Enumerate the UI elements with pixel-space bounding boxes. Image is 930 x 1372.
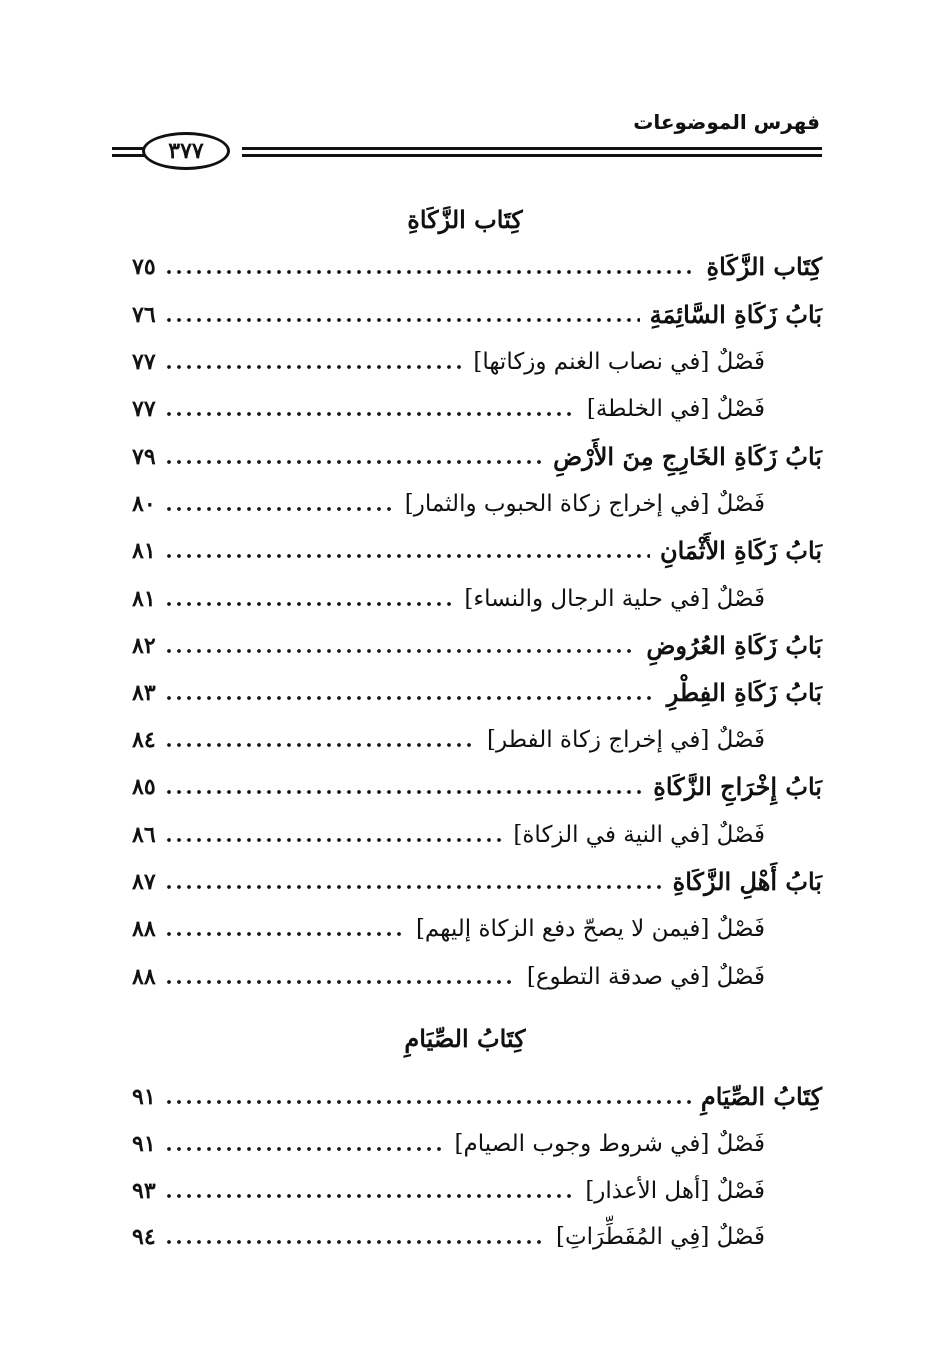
toc-entry-page: ٨٨: [132, 916, 156, 942]
dot-leader: [164, 649, 637, 653]
toc-entry-page: ٨٥: [132, 774, 156, 800]
toc-entry: [132, 484, 765, 524]
toc-entry-page: ٨٣: [132, 680, 156, 706]
toc-entry: [132, 389, 765, 429]
toc-entry: [132, 1077, 822, 1117]
toc-entry: [132, 295, 822, 335]
dot-leader: [164, 932, 406, 936]
toc-entry: [132, 862, 822, 902]
dot-leader: [164, 270, 697, 274]
toc-entry-title: فَصْلٌ [في الخلطة]: [586, 396, 765, 422]
toc-entry-title: بَابُ زَكَاةِ العُرُوضِ: [646, 631, 822, 660]
dot-leader: [164, 1194, 576, 1198]
toc-entry: [132, 957, 765, 997]
toc-entry-page: ٨١: [132, 538, 156, 564]
dot-leader: [164, 838, 504, 842]
dot-leader: [164, 885, 663, 889]
toc-entry-title: كِتَاب الزَّكَاةِ: [706, 252, 822, 281]
toc-entry: [132, 579, 765, 619]
toc-entry: [132, 531, 822, 571]
toc-entry-page: ٨٦: [132, 822, 156, 848]
toc-entry: [132, 815, 765, 855]
dot-leader: [164, 1240, 546, 1244]
toc-entry-title: بَابُ زَكَاةِ السَّائِمَةِ: [649, 300, 822, 329]
toc-entry-page: ٨١: [132, 586, 156, 612]
toc-entry-title: بَابُ زَكَاةِ الخَارِجِ مِنَ الأَرْضِ: [553, 442, 822, 471]
toc-entry-title: فَصْلٌ [في شروط وجوب الصيام]: [454, 1131, 765, 1157]
toc-entry-page: ٨٤: [132, 727, 156, 753]
header-rule-right-top: [242, 147, 822, 150]
toc-entry-title: فَصْلٌ [في النية في الزكاة]: [513, 822, 765, 848]
toc-entry-title: بَابُ أَهْلِ الزَّكَاةِ: [672, 867, 822, 896]
toc-entry: [132, 1217, 765, 1257]
toc-entry-title: فَصْلٌ [أهل الأعذار]: [585, 1178, 765, 1204]
toc-entry: [132, 247, 822, 287]
toc-entry-title: بَابُ زَكَاةِ الأَثْمَانِ: [659, 536, 822, 565]
toc-entry: [132, 767, 822, 807]
header-rule-left-top: [112, 147, 146, 150]
toc-entry-page: ٨٧: [132, 869, 156, 895]
dot-leader: [164, 318, 640, 322]
toc-entry: [132, 1171, 765, 1211]
toc-entry: [132, 909, 765, 949]
toc-entry: [132, 626, 822, 666]
toc-entry: [132, 673, 822, 713]
toc-entry: [132, 1124, 765, 1164]
header-title: فهرس الموضوعات: [633, 110, 820, 134]
toc-entry-title: فَصْلٌ [فِي المُفَطِّرَاتِ]: [555, 1224, 765, 1250]
dot-leader: [164, 460, 543, 464]
dot-leader: [164, 412, 577, 416]
toc-entry: [132, 720, 765, 760]
toc-entry-page: ٨٢: [132, 633, 156, 659]
header-rule-left-bottom: [112, 154, 146, 157]
page-number-badge: ٣٧٧: [142, 132, 230, 170]
dot-leader: [164, 554, 650, 558]
toc-entry-title: فَصْلٌ [في إخراج زكاة الحبوب والثمار]: [404, 491, 765, 517]
toc-entry-title: فَصْلٌ [في إخراج زكاة الفطر]: [487, 727, 765, 753]
toc-entry-title: فَصْلٌ [في حلية الرجال والنساء]: [464, 586, 765, 612]
dot-leader: [164, 1147, 445, 1151]
toc-entry-title: بَابُ زَكَاةِ الفِطْرِ: [666, 678, 822, 707]
toc-entry-page: ٧٧: [132, 396, 156, 422]
toc-entry-title: فَصْلٌ [فيمن لا يصحّ دفع الزكاة إليهم]: [415, 916, 765, 942]
header-rule-right-bottom: [242, 154, 822, 157]
dot-leader: [164, 1100, 691, 1104]
toc-entry: [132, 437, 822, 477]
section-heading: كِتَاب الزَّكَاةِ: [407, 205, 523, 234]
toc-entry-title: بَابُ إِخْرَاجِ الزَّكَاةِ: [653, 772, 822, 801]
toc-entry-title: فَصْلٌ [في نصاب الغنم وزكاتها]: [473, 349, 765, 375]
toc-entry-page: ٩١: [132, 1131, 156, 1157]
toc-entry-title: كِتَابُ الصِّيَامِ: [700, 1082, 822, 1111]
dot-leader: [164, 980, 517, 984]
toc-entry-page: ٩٣: [132, 1178, 156, 1204]
toc-entry-page: ٧٦: [132, 302, 156, 328]
toc-entry-title: فَصْلٌ [في صدقة التطوع]: [526, 964, 765, 990]
toc-entry-page: ٧٥: [132, 254, 156, 280]
dot-leader: [164, 696, 657, 700]
dot-leader: [164, 507, 395, 511]
dot-leader: [164, 602, 455, 606]
section-heading: كِتَابُ الصِّيَامِ: [404, 1024, 526, 1053]
toc-entry-page: ٧٩: [132, 444, 156, 470]
toc-entry-page: ٩٤: [132, 1224, 156, 1250]
toc-entry-page: ٨٨: [132, 964, 156, 990]
toc-entry-page: ٩١: [132, 1084, 156, 1110]
toc-entry-page: ٨٠: [132, 491, 156, 517]
toc-entry: [132, 342, 765, 382]
toc-entry-page: ٧٧: [132, 349, 156, 375]
dot-leader: [164, 365, 464, 369]
dot-leader: [164, 790, 644, 794]
dot-leader: [164, 743, 477, 747]
